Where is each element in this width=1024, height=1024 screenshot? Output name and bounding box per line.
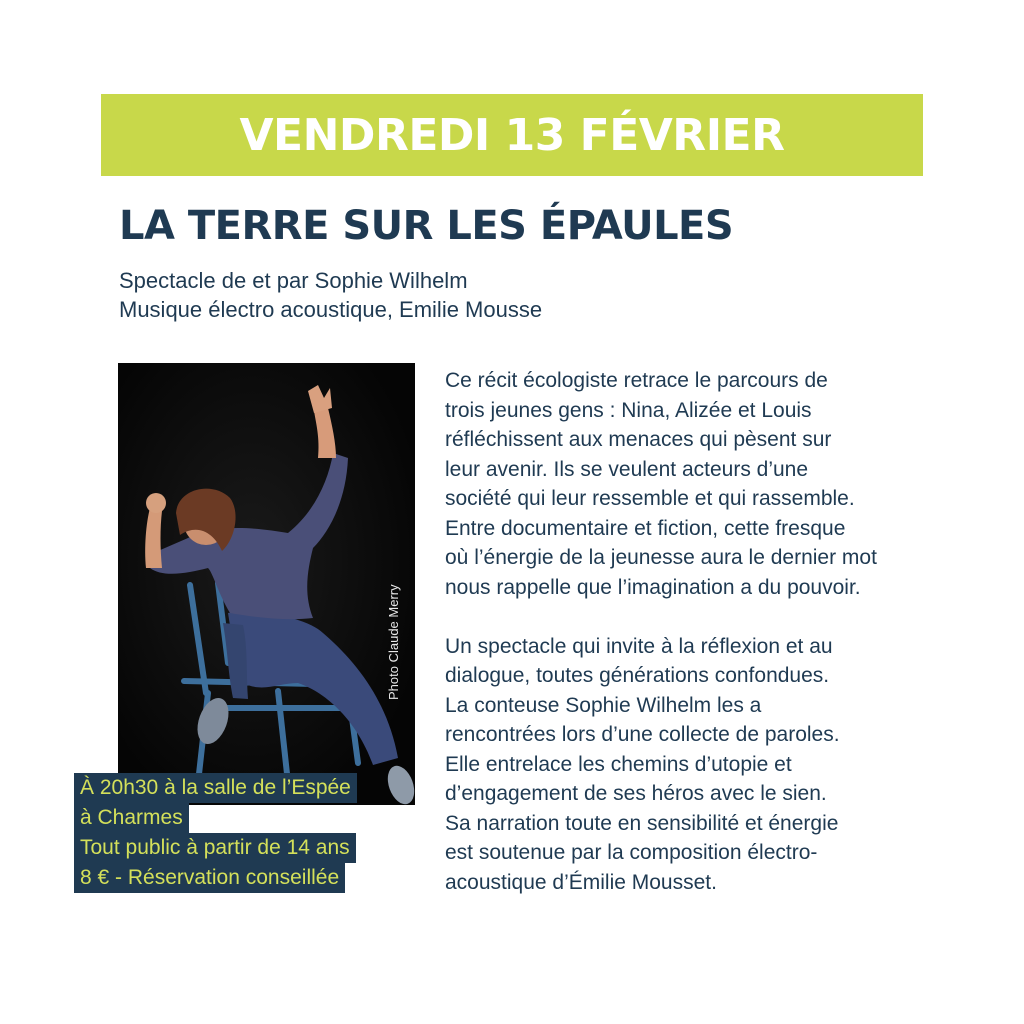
description-line: Elle entrelace les chemins d’utopie et bbox=[445, 752, 792, 776]
description-line: d’engagement de ses héros avec le sien. bbox=[445, 782, 827, 805]
info-line bbox=[74, 863, 357, 893]
description-line: Ce récit écologiste retrace le parcours de bbox=[445, 369, 828, 392]
description-line: société qui leur ressemble et qui rassemble. bbox=[445, 487, 855, 510]
photo-credit: Photo Claude Merry bbox=[386, 584, 401, 700]
info-line-text: Tout public à partir de 14 ans bbox=[74, 833, 356, 863]
description-line: nous rappelle que l’imagination a du pouvoir. bbox=[445, 575, 861, 599]
credit-line: Musique électro acoustique, Emilie Mousse bbox=[119, 297, 543, 322]
info-line bbox=[74, 803, 357, 833]
dancer-illustration bbox=[118, 363, 415, 805]
event-date: VENDREDI 13 FÉVRIER bbox=[239, 109, 785, 161]
practical-info bbox=[74, 773, 357, 893]
show-description bbox=[445, 366, 945, 927]
info-line bbox=[74, 773, 357, 803]
description-line: Entre documentaire et fiction, cette fresque bbox=[445, 516, 846, 540]
description-line: est soutenue par la composition électro- bbox=[445, 841, 818, 864]
info-line-text: À 20h30 à la salle de l’Espée bbox=[74, 773, 357, 803]
description-line: acoustique d’Émilie Mousset. bbox=[445, 870, 717, 894]
description-line: réfléchissent aux menaces qui pèsent sur bbox=[445, 428, 832, 451]
description-line: La conteuse Sophie Wilhelm les a bbox=[445, 693, 762, 717]
description-line: rencontrées lors d’une collecte de paroles. bbox=[445, 723, 840, 746]
description-paragraph-1 bbox=[445, 366, 945, 602]
description-line: dialogue, toutes générations confondues. bbox=[445, 664, 830, 687]
description-line: leur avenir. Ils se veulent acteurs d’une bbox=[445, 457, 809, 481]
performance-photo bbox=[118, 363, 415, 805]
info-line-text: à Charmes bbox=[74, 803, 189, 833]
description-paragraph-2 bbox=[445, 632, 945, 898]
credit-line: Spectacle de et par Sophie Wilhelm bbox=[119, 268, 468, 293]
show-credits bbox=[119, 266, 542, 324]
description-line: Un spectacle qui invite à la réflexion et au bbox=[445, 634, 833, 658]
description-line: Sa narration toute en sensibilité et énergie bbox=[445, 811, 839, 835]
date-banner bbox=[101, 94, 923, 176]
description-line: où l’énergie de la jeunesse aura le dernier mot bbox=[445, 546, 877, 569]
show-title: LA TERRE SUR LES ÉPAULES bbox=[119, 203, 734, 249]
description-line: trois jeunes gens : Nina, Alizée et Louis bbox=[445, 398, 812, 422]
info-line-text: 8 € - Réservation conseillée bbox=[74, 863, 345, 893]
info-line bbox=[74, 833, 357, 863]
